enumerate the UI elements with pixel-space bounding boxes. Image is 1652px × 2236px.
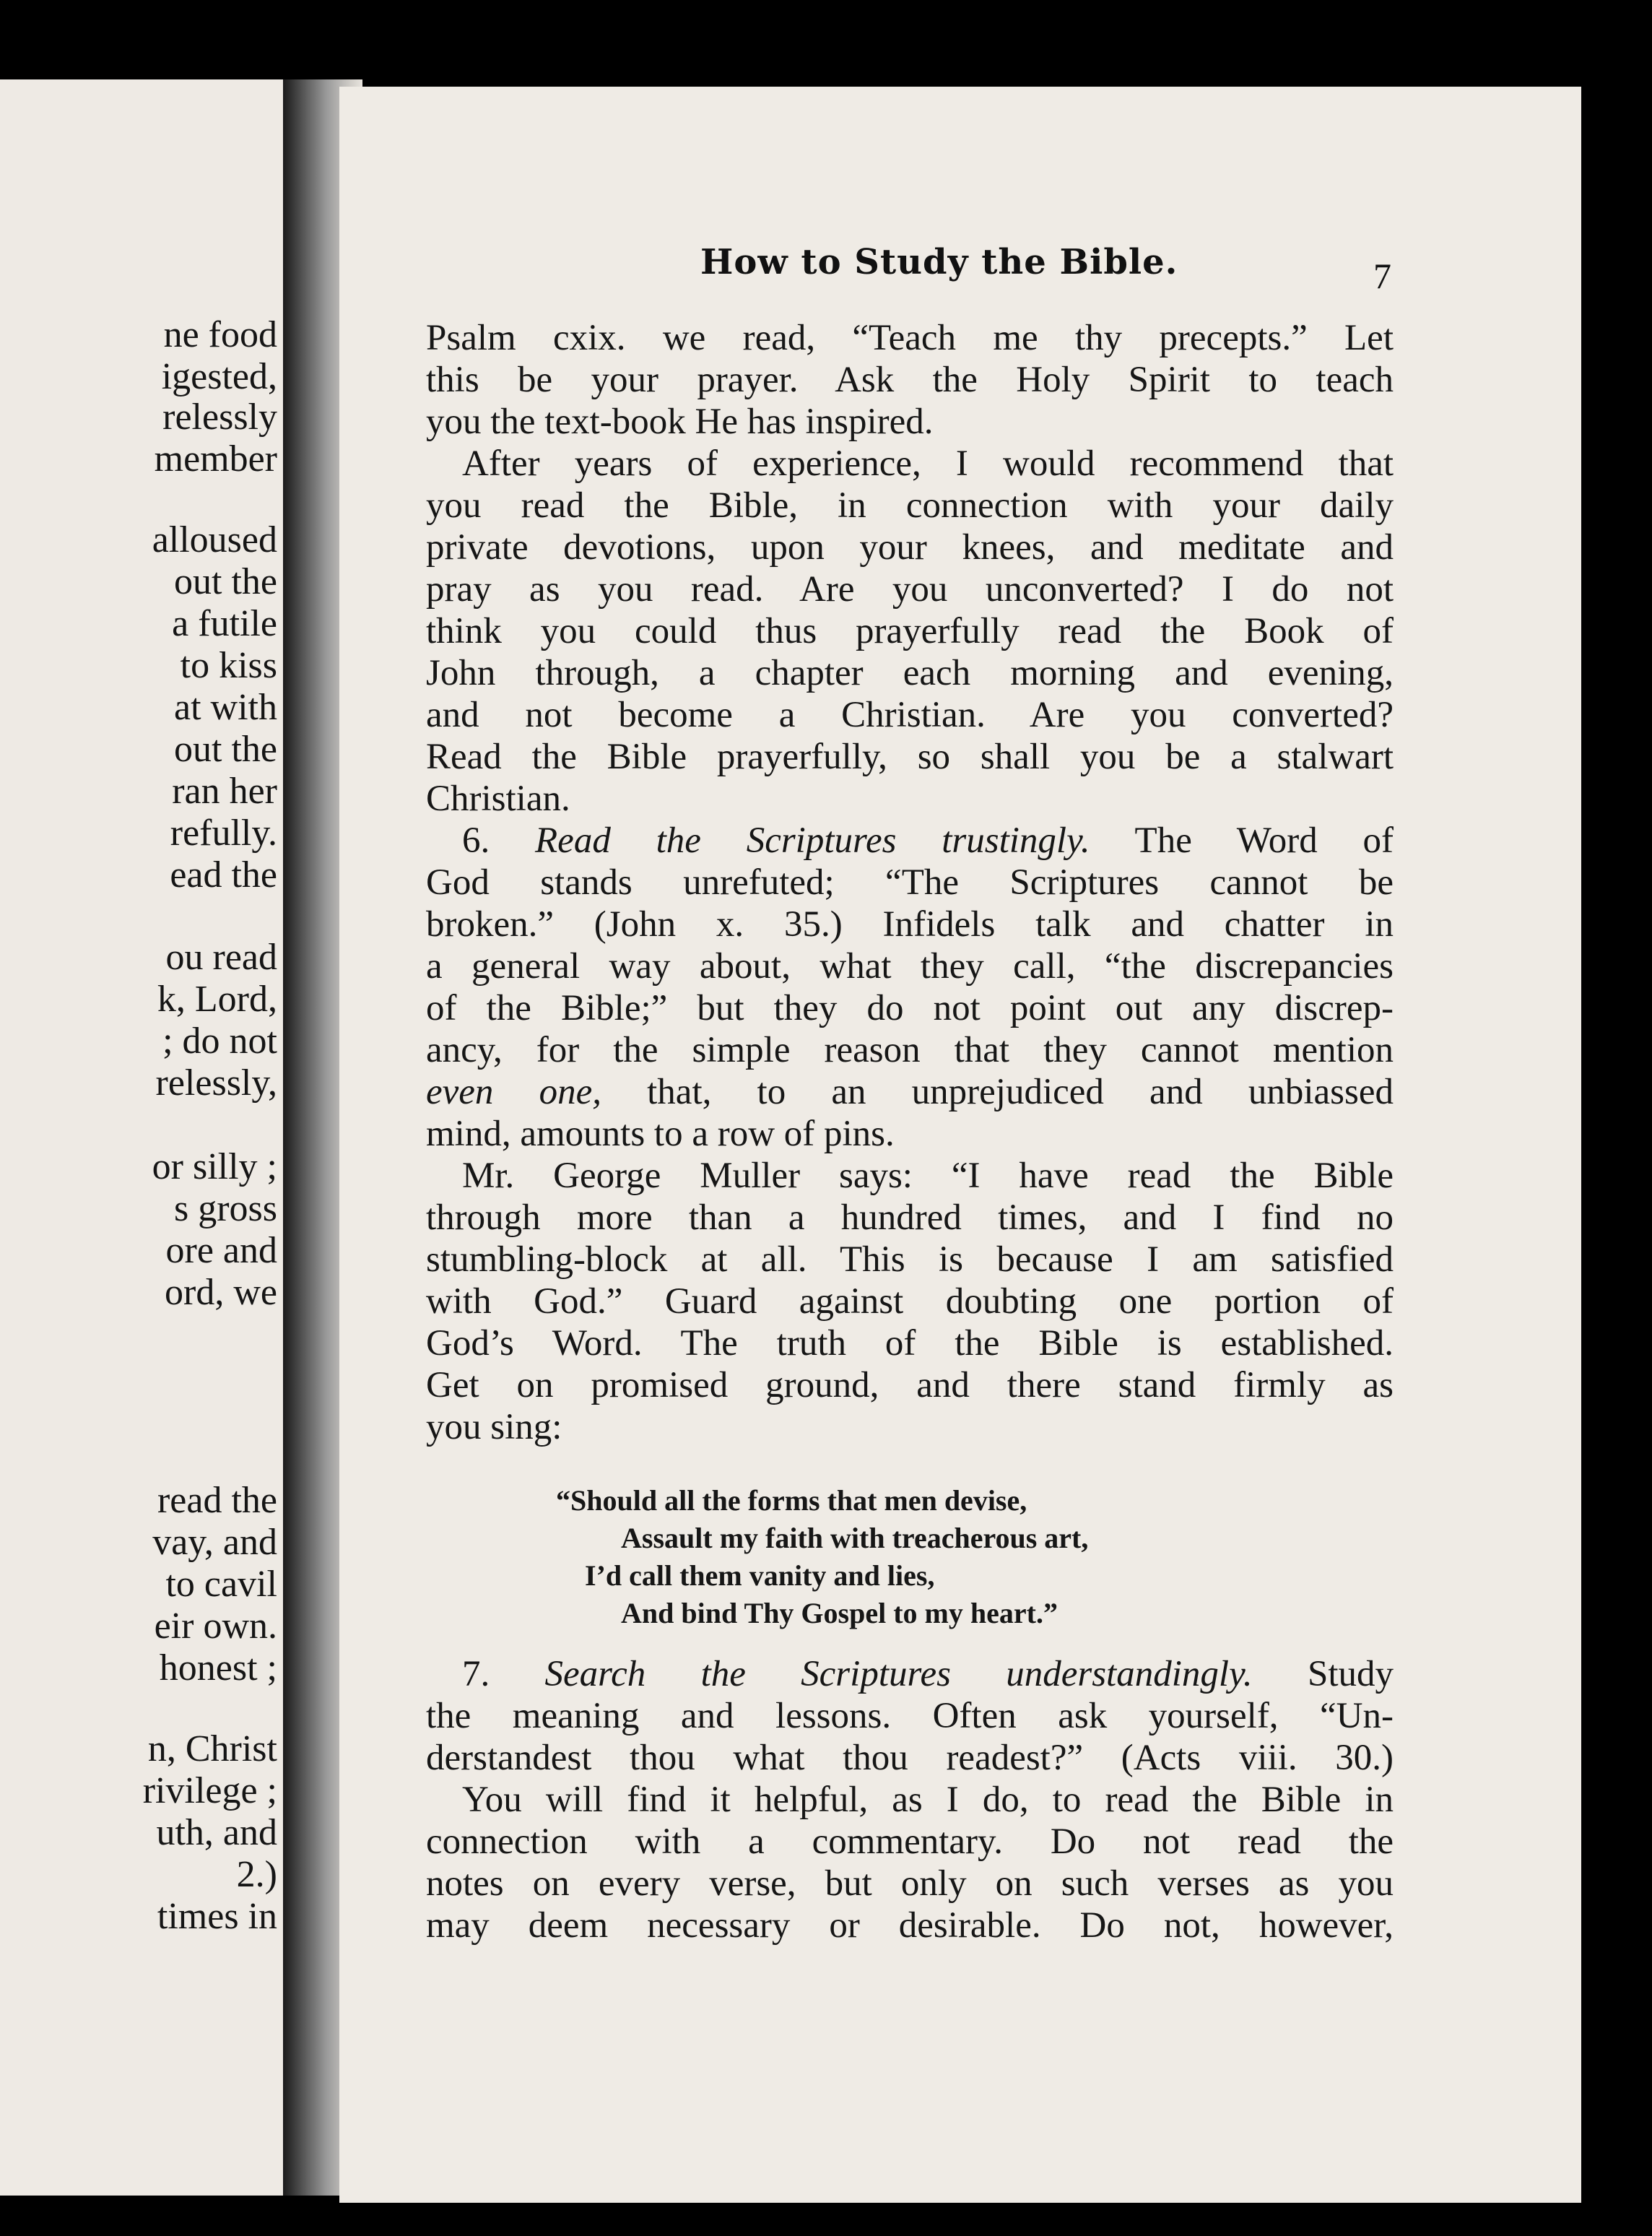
text-line (426, 360, 1394, 400)
line-text: God’s Word. The truth of the Bible is established. (426, 1323, 1394, 1364)
facing-page-line: eir own. (154, 1606, 277, 1647)
text-line (426, 1863, 1394, 1904)
facing-page-line: member (154, 438, 277, 480)
text-line (426, 1696, 1394, 1736)
text-line (462, 820, 1394, 861)
facing-page-line: refully. (170, 812, 277, 854)
facing-page-line: ore and (165, 1230, 277, 1271)
facing-page-line: ran her (172, 771, 277, 812)
line-text: you read the Bible, in connection with your daily (426, 485, 1394, 526)
facing-page-line: alloused (152, 519, 277, 560)
line-text: that, to an unprejudiced and unbiassed (601, 1072, 1394, 1112)
facing-page-line: a futile (172, 603, 277, 644)
line-text: ancy, for the simple reason that they cannot mention (426, 1030, 1394, 1070)
facing-page-line: n, Christ (147, 1728, 277, 1769)
line-text: you sing: (426, 1407, 562, 1447)
facing-page-line: 2.) (236, 1854, 277, 1895)
text-line (426, 318, 1394, 358)
item-number: 6. (462, 820, 536, 861)
facing-page-line: to cavil (165, 1564, 277, 1605)
line-text: private devotions, upon your knees, and meditate and (426, 527, 1394, 568)
line-text: with God.” Guard against doubting one portion of (426, 1281, 1394, 1322)
text-line (426, 1239, 1394, 1280)
verse-line: I’d call them vanity and lies, (585, 1559, 935, 1592)
line-text: connection with a commentary. Do not read the (426, 1821, 1394, 1862)
text-line (462, 443, 1394, 484)
text-line (426, 946, 1394, 987)
text-line (426, 402, 1394, 442)
facing-page-line: k, Lord, (157, 979, 277, 1020)
facing-page-line: uth, and (156, 1812, 277, 1853)
text-line (426, 695, 1394, 735)
text-line (426, 485, 1394, 526)
facing-page-line: s gross (173, 1188, 277, 1229)
line-text: Psalm cxix. we read, “Teach me thy precepts.” Let (426, 318, 1394, 358)
line-text: may deem necessary or desirable. Do not, however, (426, 1905, 1394, 1946)
running-head: How to Study the Bible. (700, 242, 1178, 282)
line-text: mind, amounts to a row of pins. (426, 1114, 895, 1154)
facing-page-line: relessly, (155, 1062, 277, 1104)
verse-line: And bind Thy Gospel to my heart.” (621, 1597, 1058, 1629)
line-text: this be your prayer. Ask the Holy Spirit to teach (426, 360, 1394, 400)
text-line (426, 1197, 1394, 1238)
text-line (426, 653, 1394, 693)
facing-page-line: times in (157, 1896, 277, 1937)
text-line (426, 1905, 1394, 1946)
text-line (426, 1738, 1394, 1778)
item-number: 7. (462, 1654, 545, 1694)
italic-phrase: even one, (426, 1072, 601, 1112)
text-line (426, 1072, 1394, 1112)
text-line (426, 1407, 1394, 1447)
facing-page-line: or silly ; (152, 1146, 277, 1187)
line-text: pray as you read. Are you unconverted? I do not (426, 569, 1394, 610)
line-text: Study (1252, 1654, 1394, 1694)
text-line (426, 1821, 1394, 1862)
line-text: Mr. George Muller says: “I have read the Bible (462, 1156, 1394, 1196)
facing-page-line: read the (157, 1480, 277, 1521)
text-line (462, 1156, 1394, 1196)
text-line (426, 1323, 1394, 1364)
facing-page-line: ; do not (162, 1020, 277, 1062)
facing-page-line: ne food (163, 314, 277, 355)
line-text: John through, a chapter each morning and evening, (426, 653, 1394, 693)
text-line (462, 1780, 1394, 1820)
line-text: notes on every verse, but only on such verses as you (426, 1863, 1394, 1904)
text-line (426, 569, 1394, 610)
text-line (426, 527, 1394, 568)
line-text: The Word of (1090, 820, 1394, 861)
facing-page-line: out the (174, 561, 277, 602)
line-text: stumbling-block at all. This is because I am satisfied (426, 1239, 1394, 1280)
facing-page-line: ord, we (165, 1272, 277, 1313)
line-text: God stands unrefuted; “The Scriptures cannot be (426, 862, 1394, 903)
facing-page-line: igested, (161, 356, 277, 397)
italic-phrase: Search the Scriptures understandingly. (544, 1654, 1253, 1694)
facing-page-line: relessly (162, 396, 277, 438)
text-line (426, 1281, 1394, 1322)
text-line (426, 737, 1394, 777)
page-number: 7 (1373, 256, 1391, 296)
line-text: broken.” (John x. 35.) Infidels talk and chatter in (426, 904, 1394, 945)
line-text: a general way about, what they call, “the discrepancies (426, 946, 1394, 987)
facing-page-line: vay, and (152, 1522, 277, 1563)
text-line (426, 1365, 1394, 1405)
line-text: of the Bible;” but they do not point out any discrep- (426, 988, 1394, 1028)
text-line (426, 611, 1394, 651)
text-line (426, 862, 1394, 903)
line-text: through more than a hundred times, and I find no (426, 1197, 1394, 1238)
line-text: Christian. (426, 779, 570, 819)
line-text: Read the Bible prayerfully, so shall you be a stalwart (426, 737, 1394, 777)
facing-page-line: out the (174, 729, 277, 770)
verse-line: Assault my faith with treacherous art, (621, 1522, 1089, 1554)
text-line (462, 1654, 1394, 1694)
verse-line: “Should all the forms that men devise, (556, 1484, 1027, 1517)
line-text: the meaning and lessons. Often ask yourself, “Un- (426, 1696, 1394, 1736)
text-line (426, 1114, 1394, 1154)
text-line (426, 1030, 1394, 1070)
text-line (426, 779, 1394, 819)
line-text: You will find it helpful, as I do, to read the Bible in (462, 1780, 1394, 1820)
facing-page-line: honest ; (159, 1647, 277, 1689)
line-text: Get on promised ground, and there stand firmly as (426, 1365, 1394, 1405)
facing-page-edge (0, 79, 283, 2196)
line-text: and not become a Christian. Are you converted? (426, 695, 1394, 735)
line-text: think you could thus prayerfully read the Book of (426, 611, 1394, 651)
line-text: you the text-book He has inspired. (426, 402, 934, 442)
italic-phrase: Read the Scriptures trustingly. (535, 820, 1090, 861)
facing-page-line: ead the (170, 854, 277, 896)
facing-page-line: at with (174, 687, 277, 728)
facing-page-line: to kiss (180, 645, 277, 686)
facing-page-line: rivilege ; (142, 1770, 277, 1811)
text-line (426, 904, 1394, 945)
line-text: After years of experience, I would recommend that (462, 443, 1394, 484)
facing-page-line: ou read (165, 937, 277, 978)
text-line (426, 988, 1394, 1028)
line-text: derstandest thou what thou readest?” (Acts viii. 30.) (426, 1738, 1394, 1778)
